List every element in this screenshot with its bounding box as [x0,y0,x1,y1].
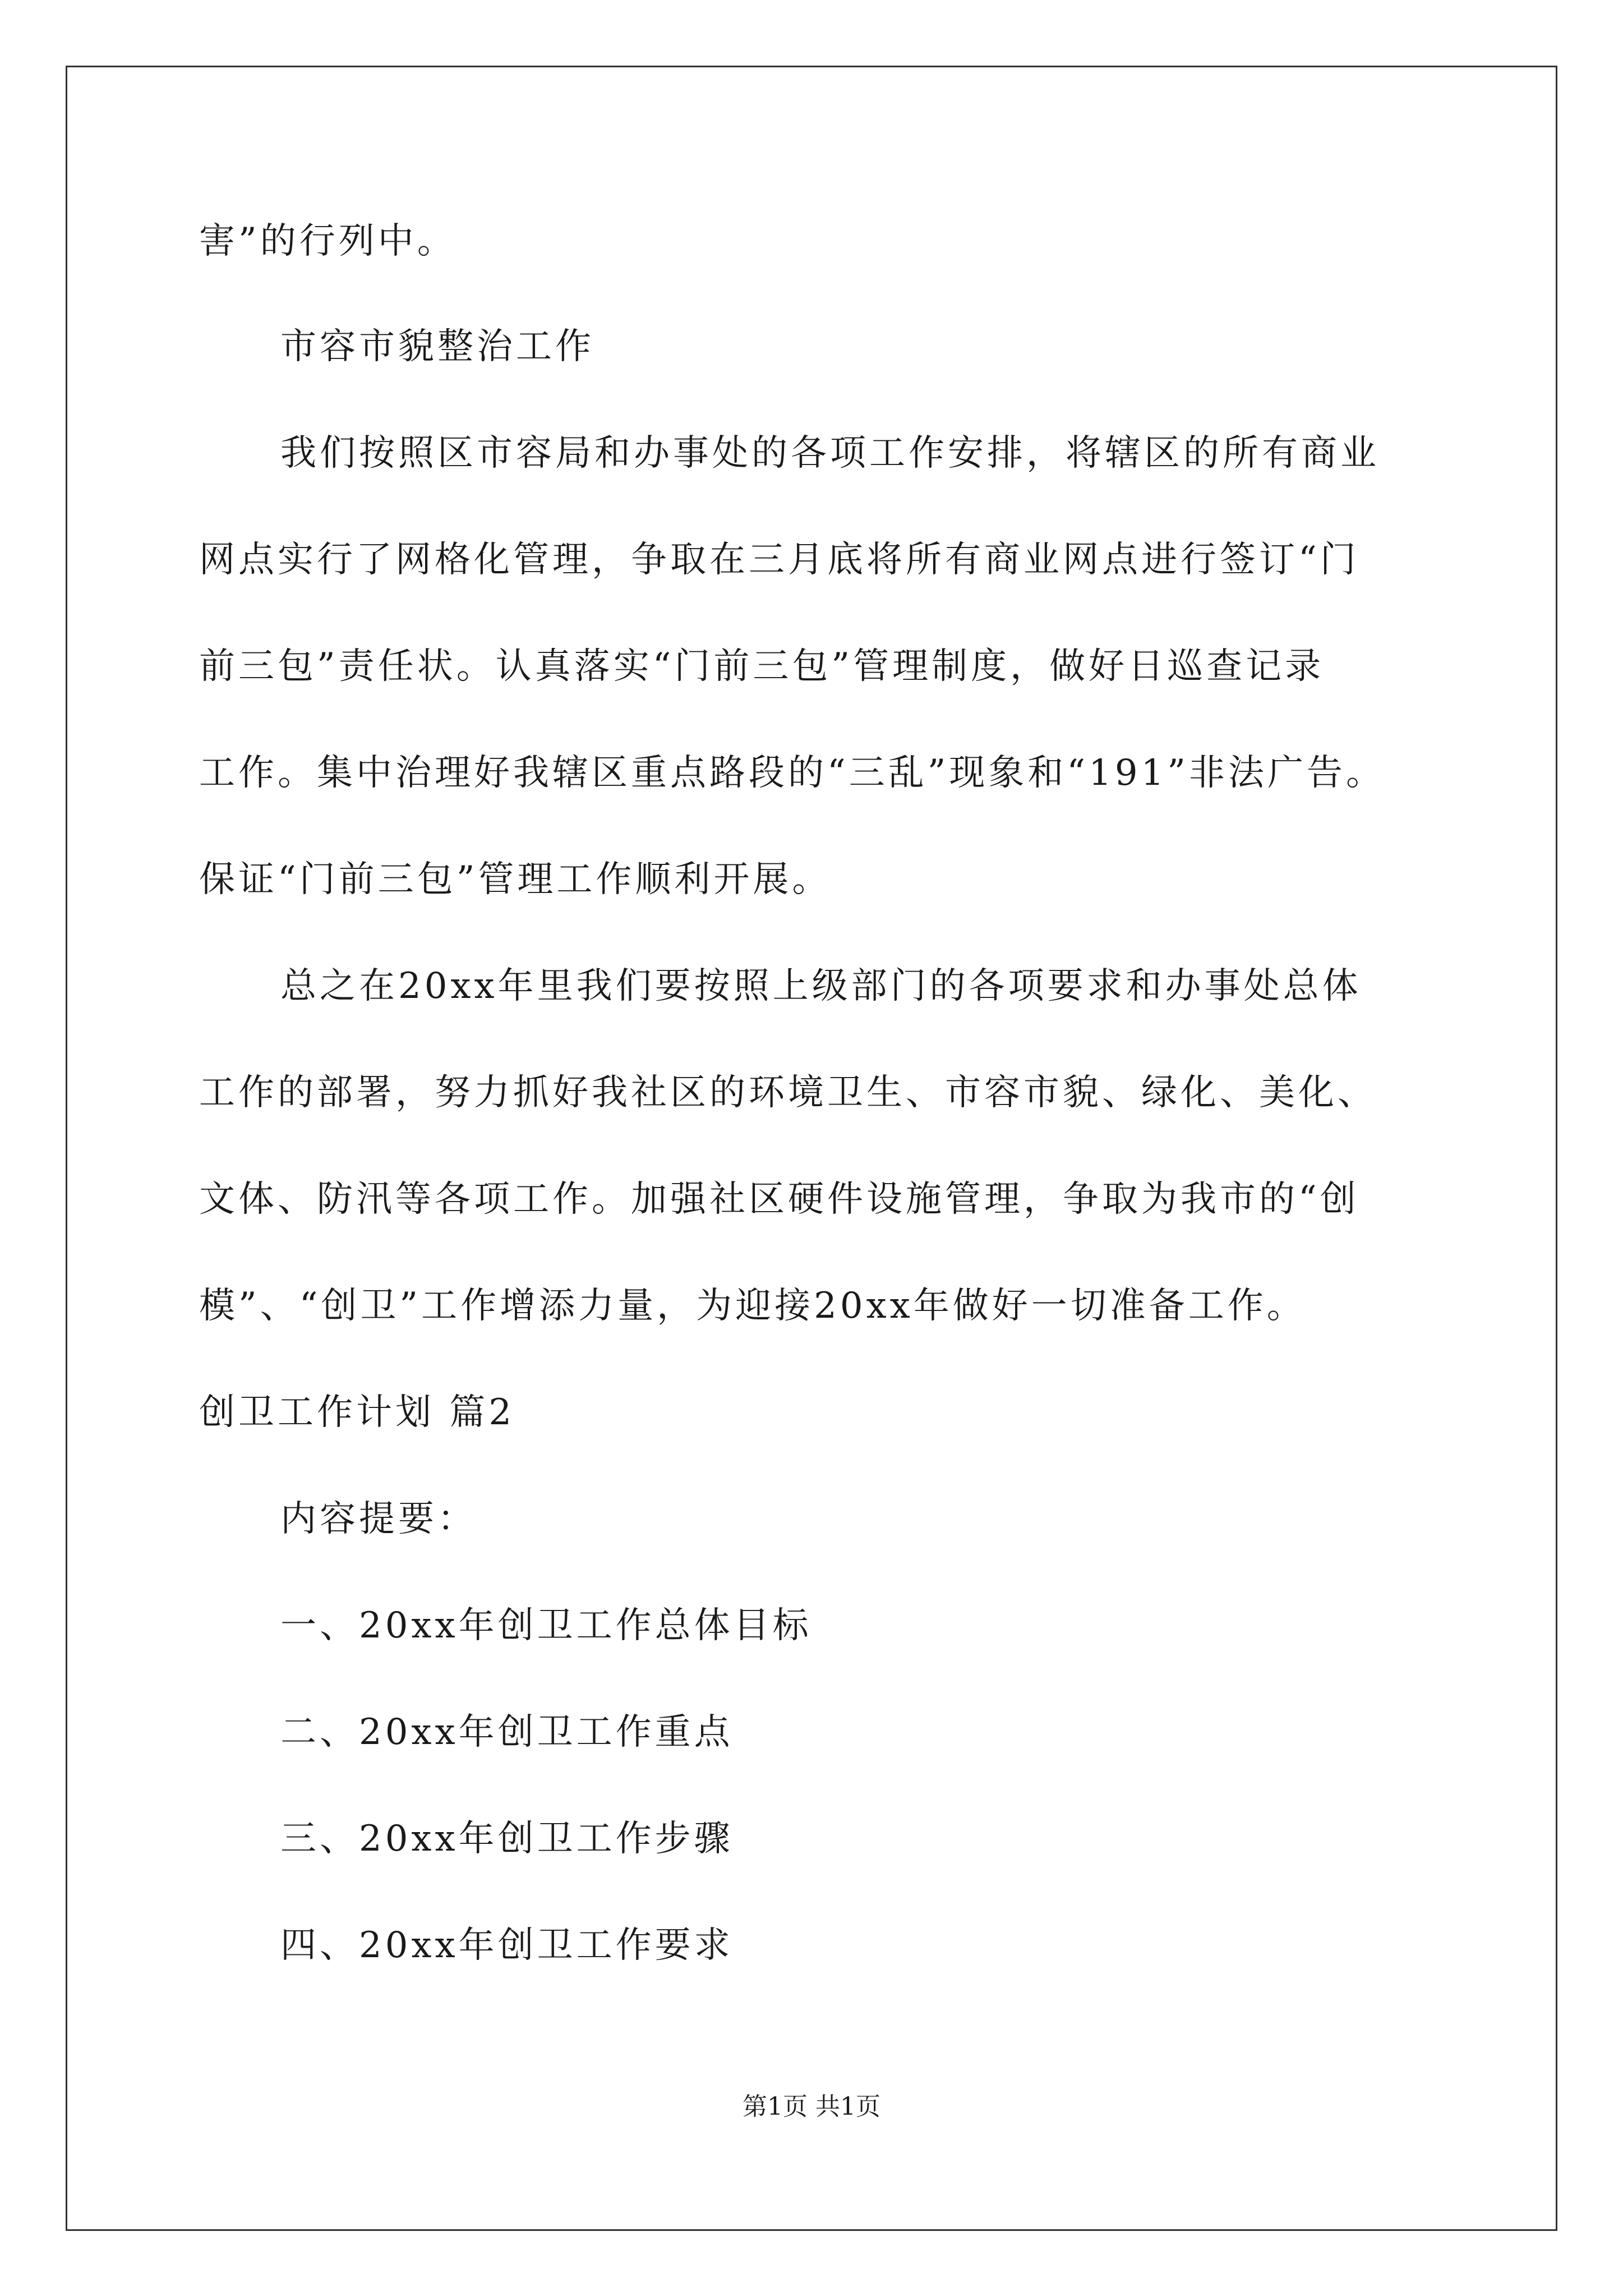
text-line-10: 文体、防汛等各项工作。加强社区硬件设施管理，争取为我市的“创 [199,1179,1359,1220]
summary-item-2: 二、20xx年创卫工作重点 [280,1711,734,1753]
text-line-3: 我们按照区市容局和办事处的各项工作安排，将辖区的所有商业 [280,432,1380,474]
section-title-part2: 创卫工作计划 篇2 [199,1392,515,1433]
summary-heading: 内容提要： [280,1498,477,1540]
text-line-5: 前三包”责任状。认真落实“门前三包”管理制度，做好日巡查记录 [199,646,1325,687]
text-line-8: 总之在20xx年里我们要按照上级部门的各项要求和办事处总体 [280,965,1362,1007]
text-line-9: 工作的部署，努力抓好我社区的环境卫生、市容市貌、绿化、美化、 [199,1072,1377,1114]
page-number-footer: 第1页 共1页 [743,2092,880,2121]
summary-item-1: 一、20xx年创卫工作总体目标 [280,1605,812,1646]
text-line-6: 工作。集中治理好我辖区重点路段的“三乱”现象和“191”非法广告。 [199,752,1386,794]
text-line-11: 模”、“创卫”工作增添力量，为迎接20xx年做好一切准备工作。 [199,1285,1306,1327]
summary-item-4: 四、20xx年创卫工作要求 [280,1925,734,1966]
text-line-7: 保证“门前三包”管理工作顺利开展。 [199,859,832,900]
text-line-4: 网点实行了网格化管理，争取在三月底将所有商业网点进行签订“门 [199,539,1359,581]
summary-item-3: 三、20xx年创卫工作步骤 [280,1818,734,1860]
text-line-1: 害”的行列中。 [199,220,457,262]
page-border [66,66,1557,2231]
section-heading-appearance: 市容市貌整治工作 [280,326,594,367]
